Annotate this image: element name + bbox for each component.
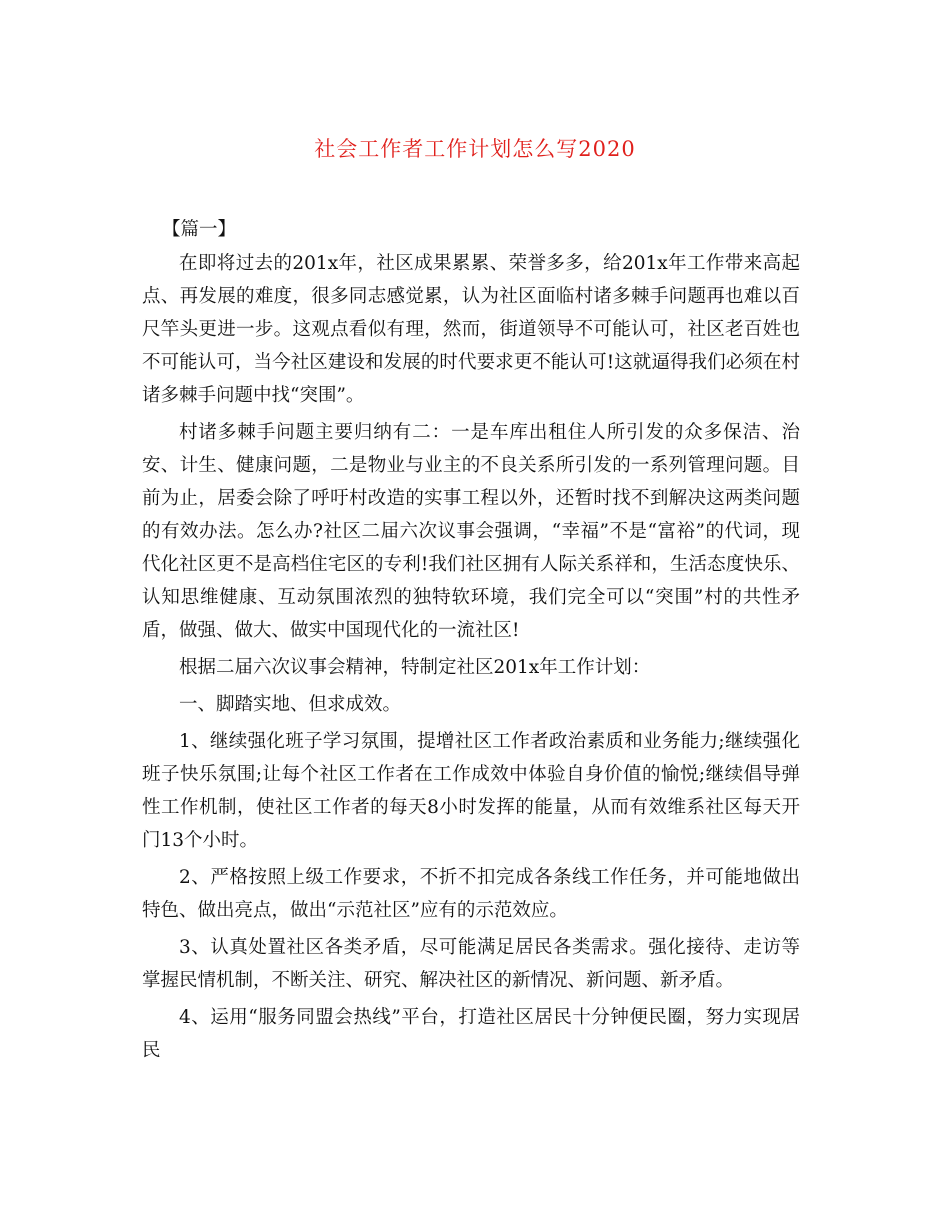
- paragraph-problems: 村诸多棘手问题主要归纳有二：一是车库出租住人所引发的众多保洁、治安、计生、健康问题，二是物业与业主的不良关系所引发的一系列管理问题。目前为止，居委会除了呼吁村改造的实事工程以外，还暂时找不到解决这两类问题的有效办法。怎么办?社区二届六次议事会强调，“幸福”不是“富裕”的代词，现代化社区更不是高档住宅区的专利!我们社区拥有人际关系祥和，生活态度快乐、认知思维健康、互动氛围浓烈的独特软环境，我们完全可以“突围”村的共性矛盾，做强、做大、做实中国现代化的一流社区!: [142, 422, 800, 641]
- paragraph-intro: 在即将过去的201x年，社区成果累累、荣誉多多，给201x年工作带来高起点、再发展的难度，很多同志感觉累，认为社区面临村诸多棘手问题再也难以百尺竿头更进一步。这观点看似有理，然而，街道领导不可能认可，社区老百姓也不可能认可，当今社区建设和发展的时代要求更不能认可!这就逼得我们必须在村诸多棘手问题中找“突围”。: [142, 253, 800, 406]
- paragraph-item-4: 4、运用“服务同盟会热线”平台，打造社区居民十分钟便民圈，努力实现居民: [142, 1007, 800, 1061]
- paragraph-heading-one: 一、脚踏实地、但求成效。: [179, 694, 402, 715]
- paragraph-item-1: 1、继续强化班子学习氛围，提增社区工作者政治素质和业务能力;继续强化班子快乐氛围;让每个社区工作者在工作成效中体验自身价值的愉悦;继续倡导弹性工作机制，使社区工作者的每天8小时发挥的能量，从而有效维系社区每天开门13个小时。: [142, 731, 800, 851]
- paragraph-plan-intro: 根据二届六次议事会精神，特制定社区201x年工作计划：: [179, 657, 651, 678]
- paragraph-item-3: 3、认真处置社区各类矛盾，尽可能满足居民各类需求。强化接待、走访等掌握民情机制，不断关注、研究、解决社区的新情况、新问题、新矛盾。: [142, 937, 800, 991]
- section-label: 【篇一】: [162, 219, 237, 240]
- paragraph-item-2: 2、严格按照上级工作要求，不折不扣完成各条线工作任务，并可能地做出特色、做出亮点，做出“示范社区”应有的示范效应。: [142, 867, 800, 921]
- document-title: 社会工作者工作计划怎么写2020: [314, 137, 636, 161]
- document-body: [142, 213, 800, 1071]
